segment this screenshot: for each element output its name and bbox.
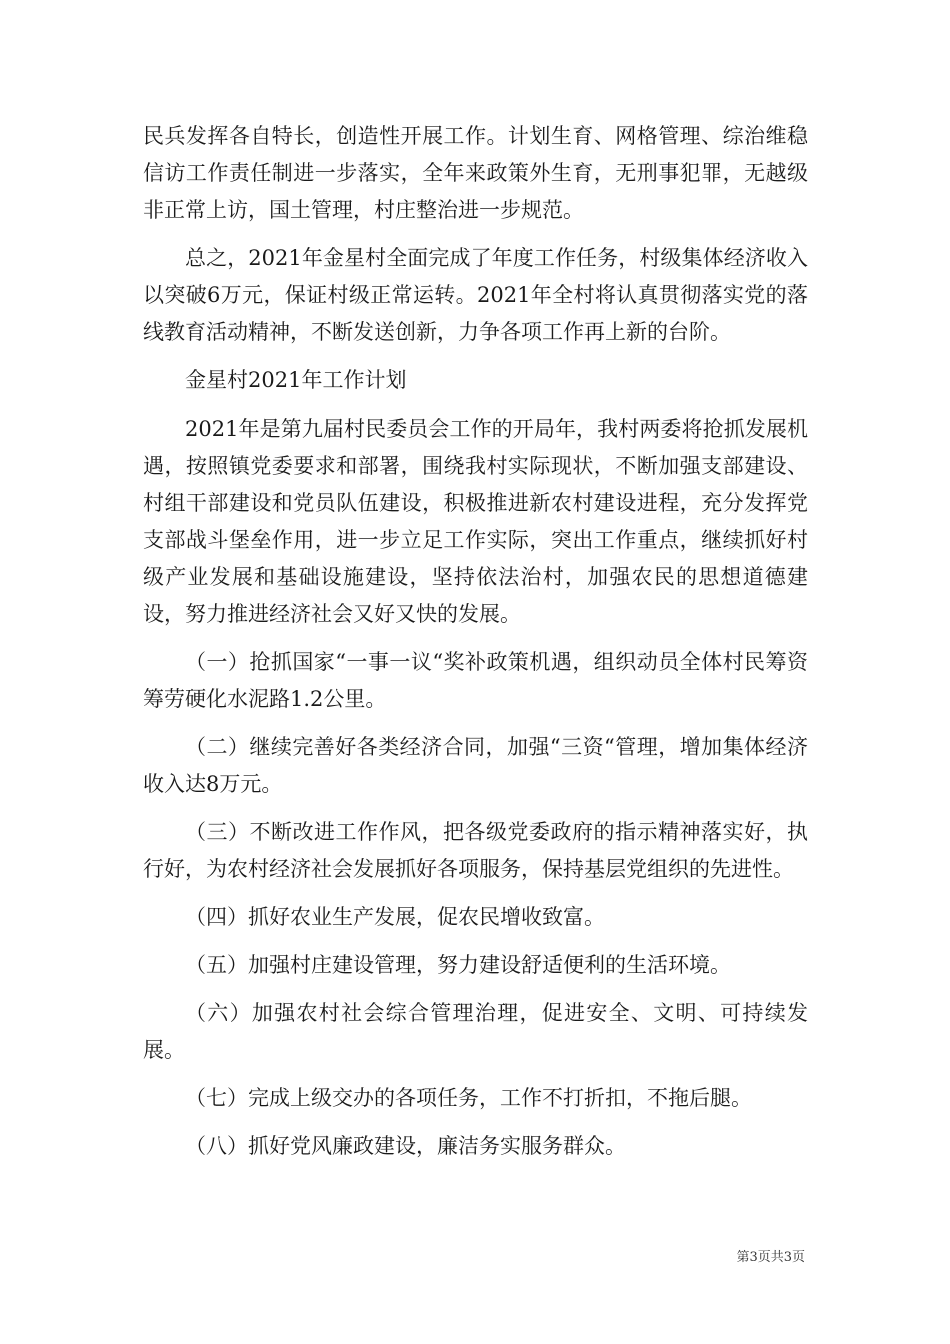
plan-item-7: （七）完成上级交办的各项任务，工作不打折扣，不拖后腿。	[185, 1086, 752, 1110]
paragraph-continuation: 民兵发挥各自特长，创造性开展工作。计划生育、网格管理、综治维稳信访工作责任制进一步落实，全年来政策外生育，无刑事犯罪，无越级非正常上访，国土管理，村庄整治进一步规范。	[143, 124, 808, 222]
document-body	[143, 118, 808, 1176]
page-number: 第3页共3页	[736, 1250, 805, 1265]
plan-item-3: （三）不断改进工作作风，把各级党委政府的指示精神落实好，执行好，为农村经济社会发展抓好各项服务，保持基层党组织的先进性。	[143, 820, 808, 881]
plan-item-6: （六）加强农村社会综合管理治理，促进安全、文明、可持续发展。	[143, 1001, 808, 1062]
plan-item-8: （八）抓好党风廉政建设，廉洁务实服务群众。	[185, 1134, 626, 1158]
plan-item-5: （五）加强村庄建设管理，努力建设舒适便利的生活环境。	[185, 953, 731, 977]
plan-item-4: （四）抓好农业生产发展，促农民增收致富。	[185, 905, 605, 929]
paragraph-summary: 总之，2021年金星村全面完成了年度工作任务，村级集体经济收入以突破6万元，保证村级正常运转。2021年全村将认真贯彻落实党的落线教育活动精神，不断发送创新，力争各项工作再上新的台阶。	[143, 246, 808, 344]
plan-item-1: （一）抢抓国家“一事一议“奖补政策机遇，组织动员全体村民筹资筹劳硬化水泥路1.2公里。	[143, 650, 808, 711]
section-heading: 金星村2021年工作计划	[185, 368, 407, 392]
paragraph-intro: 2021年是第九届村民委员会工作的开局年，我村两委将抢抓发展机遇，按照镇党委要求和部署，围绕我村实际现状，不断加强支部建设、村组干部建设和党员队伍建设，积极推进新农村建设进程，充分发挥党支部战斗堡垒作用，进一步立足工作实际，突出工作重点，继续抓好村级产业发展和基础设施建设，坚持依法治村，加强农民的思想道德建设，努力推进经济社会又好又快的发展。	[143, 417, 808, 626]
plan-item-2: （二）继续完善好各类经济合同，加强“三资“管理，增加集体经济收入达8万元。	[143, 735, 808, 796]
